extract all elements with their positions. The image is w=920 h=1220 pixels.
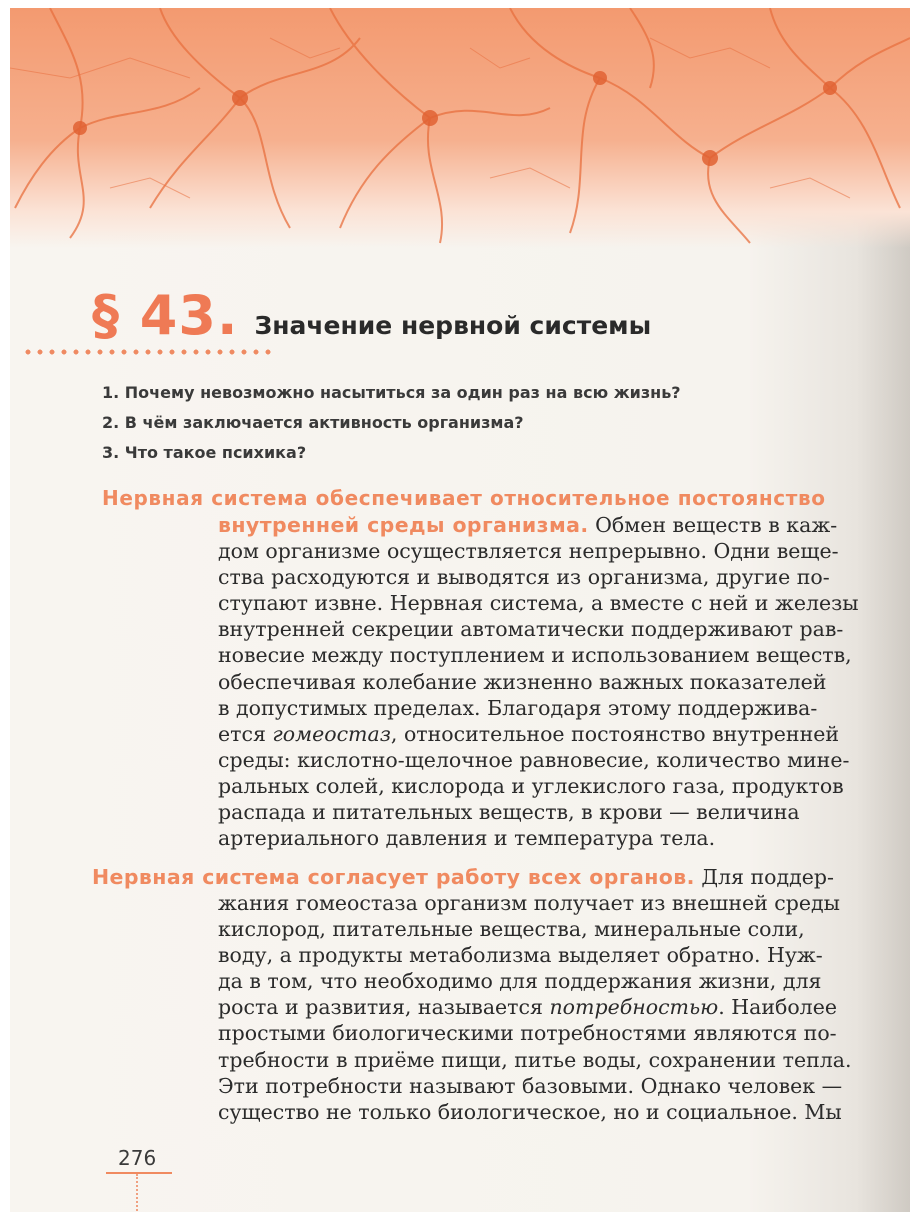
block2-heading: Нервная система согласует работу всех органов. bbox=[92, 865, 695, 889]
block1-heading: Нервная система обеспечивает относительное постоянство bbox=[102, 486, 826, 510]
page-margin-dots bbox=[136, 1174, 139, 1212]
question-item: 1. Почему невозможно насытиться за один раз на всю жизнь? bbox=[102, 383, 681, 402]
text-line: роста и развития, называется потребностью. Наиболее bbox=[218, 995, 837, 1020]
text-line: жания гомеостаза организм получает из внешней среды bbox=[218, 891, 840, 915]
dotted-divider bbox=[22, 348, 272, 356]
text-line: артериального давления и температура тела. bbox=[218, 826, 716, 851]
page-number: 276 bbox=[118, 1146, 157, 1170]
text-line: в допустимых пределах. Благодаря этому поддержива- bbox=[218, 695, 818, 720]
neuron-network-image bbox=[10, 8, 910, 248]
section-title: Значение нервной системы bbox=[254, 311, 652, 340]
text-line: ступают извне. Нервная система, а вместе с ней и железы bbox=[218, 591, 859, 616]
page-number-rule bbox=[106, 1172, 172, 1174]
text-line: новесие между поступлением и использованием веществ, bbox=[218, 643, 852, 668]
text-line: среды: кислотно-щелочное равновесие, количество мине- bbox=[218, 747, 850, 772]
block2-body-continued bbox=[218, 890, 890, 1125]
section-number: § 43. bbox=[92, 284, 239, 347]
section-heading bbox=[92, 284, 651, 347]
text-line: да в том, что необходимо для поддержания жизни, для bbox=[218, 969, 822, 994]
text-line: существо не только биологическое, но и социальное. Мы bbox=[218, 1099, 842, 1124]
block1-body bbox=[218, 512, 890, 851]
textbook-page bbox=[10, 8, 910, 1212]
text-line: Эти потребности называют базовыми. Однако человек — bbox=[218, 1073, 843, 1098]
review-questions bbox=[102, 382, 681, 472]
block1-heading-continued: внутренней среды организма. bbox=[218, 513, 589, 537]
text-line: кислород, питательные вещества, минеральные соли, bbox=[218, 917, 805, 942]
block2-body bbox=[92, 864, 890, 890]
text-line: дом организме осуществляется непрерывно. Одни веще- bbox=[218, 539, 839, 564]
text-line: внутренней секреции автоматически поддерживают рав- bbox=[218, 617, 844, 642]
text-line: обеспечивая колебание жизненно важных показателей bbox=[218, 669, 827, 694]
text-line: воду, а продукты метаболизма выделяет обратно. Нуж- bbox=[218, 943, 823, 968]
text-line: Нервная система согласует работу всех органов. Для поддер- bbox=[92, 865, 834, 889]
text-line: ства расходуются и выводятся из организма, другие по- bbox=[218, 565, 830, 590]
neuron-banner-illustration bbox=[10, 8, 910, 248]
text-line: распада и питательных веществ, в крови — величина bbox=[218, 800, 800, 825]
question-item: 2. В чём заключается активность организма? bbox=[102, 413, 524, 432]
text-line: простыми биологическими потребностями являются по- bbox=[218, 1021, 837, 1046]
question-item: 3. Что такое психика? bbox=[102, 443, 307, 462]
text-line: внутренней среды организма. Обмен веществ в каж- bbox=[218, 513, 838, 537]
text-line: требности в приёме пищи, питье воды, сохранении тепла. bbox=[218, 1047, 852, 1072]
term-need: потребностью bbox=[549, 995, 719, 1020]
text-line: ральных солей, кислорода и углекислого газа, продуктов bbox=[218, 773, 844, 798]
term-homeostasis: гомеостаз bbox=[272, 721, 391, 746]
text-line: ется гомеостаз, относительное постоянство внутренней bbox=[218, 721, 840, 746]
